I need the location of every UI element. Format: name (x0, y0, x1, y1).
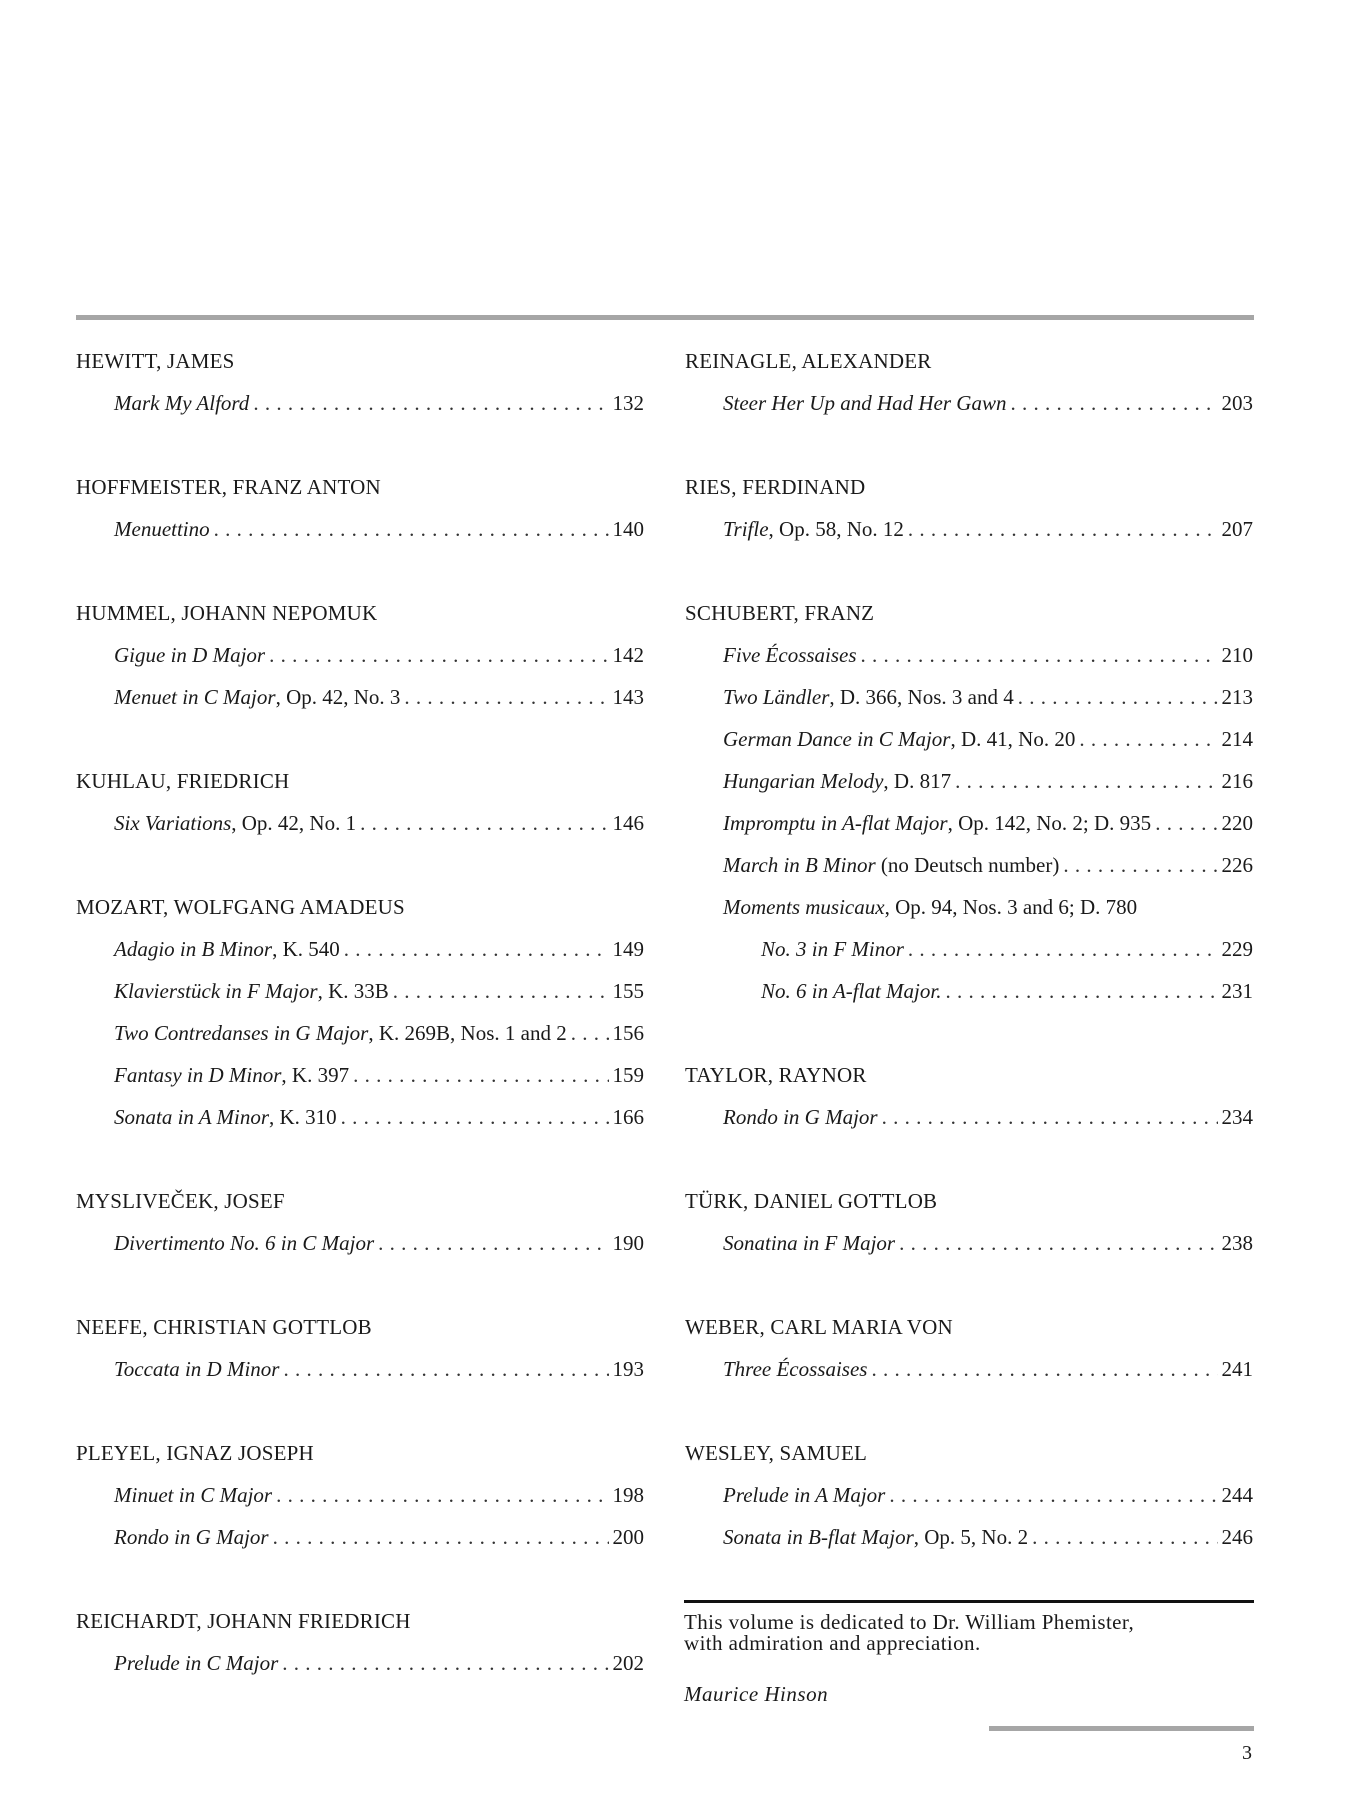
composer-group (685, 346, 1253, 430)
dedication-line-2: with admiration and appreciation. (684, 1631, 981, 1655)
piece-title-italic: Steer Her Up and Had Her Gawn (723, 391, 1007, 415)
piece-title (114, 1018, 567, 1048)
dedication-text (684, 1612, 1254, 1654)
piece-catalog: , D. 366, Nos. 3 and 4 (829, 685, 1014, 709)
dot-leader (1063, 850, 1217, 880)
page-ref: 210 (1221, 643, 1253, 667)
composer-name: TAYLOR, RAYNOR (685, 1063, 867, 1087)
piece-title-italic: Rondo in G Major (114, 1525, 269, 1549)
composer-group (685, 1186, 1253, 1270)
piece-title-italic: March in B Minor (723, 853, 876, 877)
composer-name: KUHLAU, FRIEDRICH (76, 769, 290, 793)
piece-title-italic: Mark My Alford (114, 391, 250, 415)
piece-title (723, 766, 951, 796)
dot-leader (360, 808, 608, 838)
dot-leader (908, 514, 1218, 544)
dot-leader (1010, 388, 1217, 418)
piece-catalog: (no Deutsch number) (875, 853, 1060, 877)
piece-title-italic: Moments musicaux (723, 895, 885, 919)
dot-leader (269, 640, 608, 670)
page-ref: 132 (612, 391, 644, 415)
composer-group (685, 1312, 1253, 1396)
page-ref: 142 (612, 643, 644, 667)
dot-leader (955, 766, 1217, 796)
piece-title-italic: Prelude in A Major (723, 1483, 886, 1507)
piece-title (114, 682, 400, 712)
page-ref: 244 (1221, 1483, 1253, 1507)
dot-leader (1155, 808, 1217, 838)
toc-entry[interactable] (76, 640, 644, 682)
composer-group (76, 766, 644, 850)
dedication-line-1: This volume is dedicated to Dr. William Phemister, (684, 1610, 1135, 1634)
page-ref: 155 (612, 979, 644, 1003)
dot-leader (341, 1102, 609, 1132)
piece-title-italic: Gigue in D Major (114, 643, 266, 667)
toc-entry[interactable] (685, 976, 1253, 1018)
piece-title-italic: Minuet in C Major (114, 1483, 273, 1507)
page-ref: 143 (612, 685, 644, 709)
page-ref: 166 (612, 1105, 644, 1129)
dot-leader (571, 1018, 609, 1048)
composer-name: PLEYEL, IGNAZ JOSEPH (76, 1441, 314, 1465)
piece-title-italic: Three Écossaises (723, 1357, 868, 1381)
toc-entry[interactable] (76, 682, 644, 724)
piece-catalog: , K. 310 (269, 1105, 337, 1129)
page-ref: 238 (1221, 1231, 1253, 1255)
piece-title (723, 808, 1151, 838)
piece-title (723, 388, 1006, 418)
piece-title-italic: Two Contredanses in G Major (114, 1021, 369, 1045)
toc-entry[interactable] (685, 766, 1253, 808)
page-ref: 156 (612, 1021, 644, 1045)
toc-entry[interactable] (76, 976, 644, 1018)
piece-title (114, 976, 389, 1006)
piece-title-italic: Rondo in G Major (723, 1105, 878, 1129)
composer-name: SCHUBERT, FRANZ (685, 601, 875, 625)
toc-entry[interactable] (76, 1648, 644, 1690)
piece-catalog: , Op. 42, No. 1 (231, 811, 357, 835)
dedication-signature: Maurice Hinson (684, 1682, 829, 1706)
piece-title-italic: Five Écossaises (723, 643, 857, 667)
piece-title (114, 1060, 349, 1090)
toc-entry[interactable] (76, 1354, 644, 1396)
toc-entry[interactable] (76, 1018, 644, 1060)
piece-title (114, 1648, 278, 1678)
piece-title (761, 976, 941, 1006)
top-rule (76, 315, 1254, 320)
composer-name: WESLEY, SAMUEL (685, 1441, 868, 1465)
composer-name: WEBER, CARL MARIA VON (685, 1315, 953, 1339)
piece-title-italic: No. 3 in F Minor (761, 937, 904, 961)
piece-title (114, 808, 356, 838)
piece-catalog: , K. 33B (317, 979, 389, 1003)
piece-title-italic: Trifle (723, 517, 769, 541)
piece-catalog: , Op. 5, No. 2 (913, 1525, 1029, 1549)
toc-entry[interactable] (685, 388, 1253, 430)
piece-title-italic: Impromptu in A-flat Major (723, 811, 948, 835)
piece-catalog: , Op. 42, No. 3 (275, 685, 401, 709)
piece-title (723, 1480, 885, 1510)
dot-leader (1032, 1522, 1217, 1552)
toc-entry[interactable] (76, 808, 644, 850)
piece-title-italic: No. 6 in A-flat Major. (761, 979, 942, 1003)
composer-group (76, 1186, 644, 1270)
page-ref: 241 (1221, 1357, 1253, 1381)
piece-title-italic: Menuet in C Major (114, 685, 276, 709)
page-ref: 202 (612, 1651, 644, 1675)
dedication-block (684, 1600, 1254, 1707)
composer-group (76, 892, 644, 1144)
piece-title (114, 1522, 269, 1552)
dot-leader (282, 1648, 608, 1678)
piece-catalog: , Op. 94, Nos. 3 and 6; D. 780 (884, 895, 1138, 919)
dot-leader (393, 976, 609, 1006)
piece-catalog: , D. 41, No. 20 (950, 727, 1076, 751)
piece-title-italic: German Dance in C Major (723, 727, 951, 751)
piece-title-italic: Adagio in B Minor (114, 937, 273, 961)
page-ref: 149 (612, 937, 644, 961)
toc-entry[interactable] (685, 892, 1253, 934)
piece-title-italic: Sonata in B-flat Major (723, 1525, 914, 1549)
toc-entry[interactable] (685, 1522, 1253, 1564)
page-ref: 229 (1221, 937, 1253, 961)
page-ref: 220 (1221, 811, 1253, 835)
piece-title (723, 1228, 895, 1258)
piece-title-italic: Toccata in D Minor (114, 1357, 280, 1381)
page-ref: 203 (1221, 391, 1253, 415)
page-ref: 234 (1221, 1105, 1253, 1129)
page-ref: 246 (1221, 1525, 1253, 1549)
composer-group (685, 472, 1253, 556)
dot-leader (378, 1228, 608, 1258)
toc-entry[interactable] (76, 1228, 644, 1270)
page-ref: 213 (1221, 685, 1253, 709)
piece-title-italic: Six Variations (114, 811, 232, 835)
piece-title (114, 1102, 337, 1132)
composer-group (76, 346, 644, 430)
piece-title-italic: Sonatina in F Major (723, 1231, 896, 1255)
toc-entry[interactable] (76, 934, 644, 976)
piece-catalog: , Op. 58, No. 12 (768, 517, 904, 541)
contents-right-column (685, 346, 1253, 1606)
toc-entry[interactable] (685, 1228, 1253, 1270)
composer-name: REICHARDT, JOHANN FRIEDRICH (76, 1609, 411, 1633)
toc-entry[interactable] (76, 1480, 644, 1522)
piece-title (114, 1228, 374, 1258)
piece-title (723, 640, 857, 670)
piece-title (114, 1354, 279, 1384)
piece-title (723, 850, 1059, 880)
piece-title-italic: Fantasy in D Minor (114, 1063, 282, 1087)
composer-group (685, 598, 1253, 1018)
dot-leader (908, 934, 1218, 964)
page-ref: 200 (612, 1525, 644, 1549)
page-ref: 146 (612, 811, 644, 835)
dot-leader (861, 640, 1218, 670)
dot-leader (871, 1354, 1217, 1384)
piece-title (723, 892, 1137, 922)
dot-leader (344, 934, 609, 964)
piece-title (723, 682, 1014, 712)
composer-name: HOFFMEISTER, FRANZ ANTON (76, 475, 381, 499)
piece-title (723, 514, 904, 544)
composer-name: RIES, FERDINAND (685, 475, 866, 499)
page-ref: 140 (612, 517, 644, 541)
toc-entry[interactable] (685, 934, 1253, 976)
piece-catalog: , K. 540 (272, 937, 340, 961)
toc-entry[interactable] (76, 514, 644, 556)
page-ref: 198 (612, 1483, 644, 1507)
dot-leader (273, 1522, 609, 1552)
piece-title (723, 1522, 1028, 1552)
composer-name: MOZART, WOLFGANG AMADEUS (76, 895, 405, 919)
piece-title-italic: Menuettino (114, 517, 210, 541)
page-ref: 190 (612, 1231, 644, 1255)
toc-entry[interactable] (76, 1102, 644, 1144)
composer-name: NEEFE, CHRISTIAN GOTTLOB (76, 1315, 372, 1339)
composer-name: TÜRK, DANIEL GOTTLOB (685, 1189, 938, 1213)
piece-title-italic: Two Ländler (723, 685, 830, 709)
toc-entry[interactable] (76, 1522, 644, 1564)
toc-entry[interactable] (685, 682, 1253, 724)
page-ref: 159 (612, 1063, 644, 1087)
dot-leader (945, 976, 1217, 1006)
composer-group (76, 1606, 644, 1690)
piece-catalog: , K. 269B, Nos. 1 and 2 (368, 1021, 567, 1045)
piece-title-italic: Prelude in C Major (114, 1651, 279, 1675)
page-ref: 231 (1221, 979, 1253, 1003)
piece-title-italic: Hungarian Melody (723, 769, 884, 793)
dot-leader (1018, 682, 1218, 712)
page-ref: 207 (1221, 517, 1253, 541)
piece-title (723, 1102, 878, 1132)
dedication-rule (684, 1600, 1254, 1603)
piece-title-italic: Klavierstück in F Major (114, 979, 318, 1003)
composer-name: REINAGLE, ALEXANDER (685, 349, 932, 373)
toc-entry[interactable] (685, 808, 1253, 850)
piece-catalog: , K. 397 (281, 1063, 350, 1087)
piece-title (114, 514, 210, 544)
piece-title (114, 388, 249, 418)
dot-leader (353, 1060, 608, 1090)
page-ref: 226 (1221, 853, 1253, 877)
page-number: 3 (1242, 1742, 1252, 1764)
dot-leader (889, 1480, 1217, 1510)
dot-leader (276, 1480, 608, 1510)
composer-name: HUMMEL, JOHANN NEPOMUK (76, 601, 378, 625)
piece-title-italic: Divertimento No. 6 in C Major (114, 1231, 375, 1255)
piece-title-italic: Sonata in A Minor (114, 1105, 269, 1129)
piece-title (114, 640, 265, 670)
page-ref: 214 (1221, 727, 1253, 751)
piece-title (114, 1480, 272, 1510)
toc-entry[interactable] (685, 1354, 1253, 1396)
toc-entry[interactable] (685, 514, 1253, 556)
piece-title (761, 934, 904, 964)
piece-title (723, 724, 1075, 754)
toc-entry[interactable] (685, 850, 1253, 892)
page-ref: 193 (612, 1357, 644, 1381)
piece-catalog: , D. 817 (883, 769, 952, 793)
composer-group (76, 1438, 644, 1564)
toc-entry[interactable] (685, 1102, 1253, 1144)
piece-title (114, 934, 340, 964)
dot-leader (253, 388, 608, 418)
toc-entry[interactable] (76, 1060, 644, 1102)
dot-leader (283, 1354, 608, 1384)
footer-rule (989, 1726, 1254, 1731)
toc-entry[interactable] (76, 388, 644, 430)
composer-group (685, 1060, 1253, 1144)
dot-leader (404, 682, 608, 712)
dot-leader (1079, 724, 1217, 754)
piece-catalog: , Op. 142, No. 2; D. 935 (947, 811, 1152, 835)
composer-group (76, 1312, 644, 1396)
dot-leader (214, 514, 609, 544)
dot-leader (882, 1102, 1218, 1132)
contents-left-column (76, 346, 644, 1732)
composer-name: HEWITT, JAMES (76, 349, 235, 373)
toc-entry[interactable] (685, 640, 1253, 682)
composer-name: MYSLIVEČEK, JOSEF (76, 1189, 285, 1213)
composer-group (685, 1438, 1253, 1564)
toc-entry[interactable] (685, 724, 1253, 766)
page-ref: 216 (1221, 769, 1253, 793)
piece-title (723, 1354, 867, 1384)
composer-group (76, 472, 644, 556)
dot-leader (899, 1228, 1217, 1258)
toc-entry[interactable] (685, 1480, 1253, 1522)
composer-group (76, 598, 644, 724)
